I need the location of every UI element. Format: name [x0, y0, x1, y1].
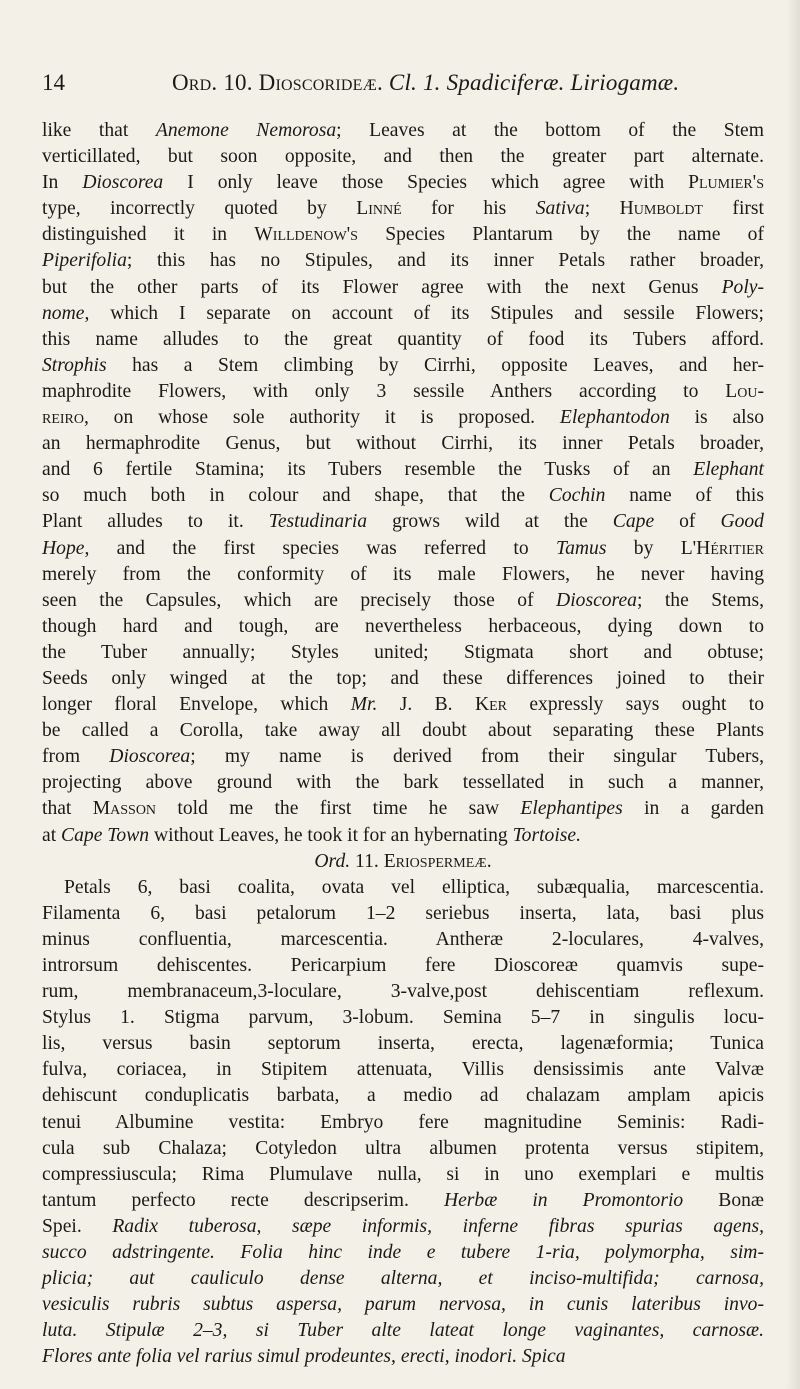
italic-run: Tortoise.: [512, 824, 581, 846]
text-line: [42, 144, 764, 170]
text-run: Filamenta 6, basi petalorum 1–2 seriebus inserta, lata, basi plus: [42, 902, 764, 924]
text-run: dehiscunt conduplicatis barbata, a medio ad chalazam amplam apicis: [42, 1085, 764, 1107]
text-run: for his: [401, 198, 536, 220]
text-line: [42, 1110, 764, 1136]
small-caps-name: Ker: [474, 694, 507, 716]
text-run: this name alludes to the great quantity of food its Tubers afford.: [42, 328, 764, 350]
text-run: be called a Corolla, take away all doubt about separating these Plants: [42, 720, 764, 742]
text-line: [42, 1266, 764, 1292]
text-line: [42, 588, 764, 614]
text-line: [42, 248, 764, 274]
text-run: Spei.: [42, 1215, 113, 1237]
text-run: fulva, coriacea, in Stipitem attenuata, Villis densissimis ante Valvæ: [42, 1059, 764, 1081]
english-paragraph: [42, 118, 764, 849]
text-run: , on whose sole authority it is proposed.: [84, 407, 560, 429]
text-run: told me the first time he saw: [156, 798, 521, 820]
text-line: [42, 1162, 764, 1188]
italic-run: Testudinaria: [268, 511, 368, 533]
italic-run: Elephant: [693, 459, 764, 481]
italic-run: Hope: [42, 537, 85, 559]
text-line: [42, 666, 764, 692]
text-run: an hermaphrodite Genus, but without Cirrhi, its inner Petals broader,: [42, 433, 764, 455]
text-run: Species Plantarum by the name of: [357, 224, 764, 246]
text-line: [42, 692, 764, 718]
text-run: tantum perfecto recte descripserim.: [42, 1189, 444, 1211]
text-run: the Tuber annually; Styles united; Stigmata short and obtuse;: [42, 641, 764, 663]
text-run: , which I separate on account of its Stipules and sessile Flowers;: [84, 302, 764, 324]
text-line: [42, 796, 764, 822]
italic-run: Tamus: [555, 537, 607, 559]
text-line: [42, 327, 764, 353]
text-run: Bonæ: [683, 1189, 764, 1211]
text-run: has a Stem climbing by Cirrhi, opposite Leaves, and her-: [106, 354, 764, 376]
text-run: longer floral Envelope, which: [42, 694, 351, 716]
text-line: [42, 483, 764, 509]
italic-run: Poly-: [721, 276, 764, 298]
text-line: [42, 744, 764, 770]
text-run: so much both in colour and shape, that the: [42, 485, 549, 507]
italic-run: Anemone Nemorosa: [155, 120, 337, 141]
text-line: [42, 301, 764, 327]
italic-run: succo adstringente. Folia hinc inde e tubere 1-ria, polymorpha, sim-: [42, 1242, 764, 1264]
italic-run: Good: [720, 511, 764, 533]
italic-run: Mr.: [350, 694, 378, 716]
text-run: is also: [669, 407, 765, 429]
text-line: [42, 196, 764, 222]
italic-run: Dioscorea: [109, 746, 191, 768]
text-run: lis, versus basin septorum inserta, erecta, lagenæformia; Tunica: [42, 1033, 764, 1055]
body-text: [42, 118, 764, 1371]
italic-run: Sativa: [535, 198, 585, 220]
text-run: grows wild at the: [367, 511, 613, 533]
section-heading-family: Eriospermeæ.: [383, 850, 492, 872]
text-run: Plant alludes to it.: [42, 511, 269, 533]
text-line: [42, 379, 764, 405]
italic-run: Piperifolia: [42, 250, 127, 272]
small-caps-name: Linné: [356, 198, 402, 220]
text-line: [42, 275, 764, 301]
text-run: , and the first species was referred to: [84, 537, 556, 559]
text-run: but the other parts of its Flower agree with the next Genus: [42, 276, 722, 298]
text-run: I only leave those Species which agree with: [163, 172, 689, 194]
italic-run: Flores ante folia vel rarius simul prodeuntes, erecti, inodori. Spica: [42, 1346, 566, 1368]
small-caps-name: Lou-: [725, 380, 764, 402]
latin-description: [42, 875, 764, 1371]
running-header: [42, 70, 760, 106]
text-line: [42, 1214, 764, 1240]
family-name: Dioscorideæ.: [258, 70, 383, 95]
text-line: [42, 222, 764, 248]
page-number: 14: [42, 70, 65, 95]
section-heading: [42, 849, 764, 875]
running-title: [172, 70, 679, 96]
text-run: type, incorrectly quoted by: [42, 198, 357, 220]
text-run: at: [42, 824, 62, 846]
text-run: ; Leaves at the bottom of the Stem: [336, 120, 764, 141]
text-run: that: [42, 798, 93, 820]
text-line: [42, 1240, 764, 1266]
italic-run: Herbæ in Promontorio: [443, 1189, 684, 1211]
text-run: In: [42, 172, 83, 194]
text-run: compressiuscula; Rima Plumulave nulla, si in uno exemplari e multis: [42, 1163, 764, 1185]
italic-run: plicia; aut cauliculo dense alterna, et inciso-multifida; carnosa,: [42, 1268, 764, 1290]
text-line: [42, 770, 764, 796]
order-label: Ord. 10.: [172, 70, 253, 95]
text-run: Stylus 1. Stigma parvum, 3-lobum. Semina 5–7 in singulis locu-: [42, 1007, 764, 1029]
class-label: Cl. 1.: [388, 70, 441, 95]
italic-run: nome: [42, 302, 85, 324]
section-heading-ord: Ord.: [314, 850, 351, 872]
text-line: [42, 1318, 764, 1344]
text-run: ; my name is derived from their singular Tubers,: [190, 746, 764, 768]
text-line: [42, 953, 764, 979]
text-run: distinguished it in: [42, 224, 255, 246]
text-run: seen the Capsules, which are precisely those of: [42, 589, 557, 611]
text-run: by: [606, 537, 681, 559]
text-run: though hard and tough, are nevertheless herbaceous, dying down to: [42, 615, 764, 637]
text-line: [42, 431, 764, 457]
text-run: name of this: [605, 485, 764, 507]
text-run: from: [42, 746, 110, 768]
italic-run: Elephantodon: [559, 407, 670, 429]
text-line: [42, 927, 764, 953]
text-run: projecting above ground with the bark tessellated in such a manner,: [42, 772, 764, 794]
italic-run: vesiculis rubris subtus aspersa, parum nervosa, in cunis lateribus invo-: [42, 1294, 764, 1316]
text-run: Petals 6, basi coalita, ovata vel elliptica, subæqualia, marcescentia.: [64, 876, 764, 898]
text-run: without Leaves, he took it for an hybernating: [149, 824, 513, 846]
section-heading-number: 11.: [350, 850, 384, 872]
small-caps-name: Masson: [92, 798, 157, 820]
small-caps-name: Humboldt: [619, 198, 703, 220]
small-caps-name: Willdenow's: [254, 224, 358, 246]
text-line: [42, 875, 764, 901]
text-run: J. B.: [377, 694, 475, 716]
text-run: merely from the conformity of its male Flowers, he never having: [42, 563, 764, 585]
italic-run: Cape Town: [61, 824, 150, 846]
text-run: of: [654, 511, 721, 533]
text-run: tenui Albumine vestita: Embryo fere magnitudine Seminis: Radi-: [42, 1111, 764, 1133]
text-run: expressly says ought to: [506, 694, 765, 716]
text-run: minus confluentia, marcescentia. Antheræ 2-loculares, 4-valves,: [42, 928, 764, 950]
text-line: [42, 1344, 764, 1370]
italic-run: Cape: [612, 511, 655, 533]
text-line: [42, 1083, 764, 1109]
text-run: rum, membranaceum,3-loculare, 3-valve,post dehiscentiam reflexum.: [42, 981, 764, 1003]
italic-run: Cochin: [548, 485, 606, 507]
text-line: [42, 457, 764, 483]
text-run: like that: [42, 120, 156, 141]
small-caps-name: Plumier's: [688, 172, 764, 194]
italic-run: Elephantipes: [520, 798, 623, 820]
text-line: [42, 614, 764, 640]
text-run: maphrodite Flowers, with only 3 sessile Anthers according to: [42, 380, 726, 402]
text-line: [42, 1292, 764, 1318]
italic-run: Dioscorea: [556, 589, 637, 611]
text-line: [42, 1031, 764, 1057]
text-line: [42, 118, 764, 144]
italic-run: luta. Stipulæ 2–3, si Tuber alte lateat longe vaginantes, carnosæ.: [42, 1320, 764, 1342]
text-run: introrsum dehiscentes. Pericarpium fere Dioscoreæ quamvis supe-: [42, 955, 764, 976]
text-run: first: [702, 198, 764, 220]
text-line: [42, 509, 764, 535]
text-line: [42, 1057, 764, 1083]
text-line: [42, 562, 764, 588]
text-run: Seeds only winged at the top; and these differences joined to their: [42, 667, 764, 689]
italic-run: Dioscorea: [82, 172, 164, 194]
italic-run: Radix tuberosa, sæpe informis, inferne fibras spurias agens,: [112, 1215, 764, 1237]
text-line: [42, 405, 764, 431]
text-line: [42, 640, 764, 666]
small-caps-name: L'Héritier: [680, 537, 764, 559]
text-line: [42, 718, 764, 744]
text-line: [42, 979, 764, 1005]
small-caps-name: reiro: [42, 407, 84, 429]
text-line: [42, 536, 764, 562]
page-edge-shadow: [786, 0, 800, 1389]
text-line: [42, 1005, 764, 1031]
text-run: ; the Stems,: [636, 589, 764, 611]
text-run: cula sub Chalaza; Cotyledon ultra albumen protenta versus stipitem,: [42, 1137, 764, 1159]
italic-run: Strophis: [42, 354, 107, 376]
text-line: [42, 1188, 764, 1214]
text-line: [42, 901, 764, 927]
text-run: ; this has no Stipules, and its inner Petals rather broader,: [126, 250, 764, 272]
class-name: Spadiciferæ. Liriogamæ.: [446, 70, 680, 95]
text-line: [42, 170, 764, 196]
text-line: [42, 353, 764, 379]
text-run: ;: [584, 198, 620, 220]
text-line: [42, 823, 764, 849]
text-line: [42, 1136, 764, 1162]
text-run: and 6 fertile Stamina; its Tubers resemble the Tusks of an: [42, 459, 694, 481]
text-run: in a garden: [622, 798, 764, 820]
text-run: verticillated, but soon opposite, and then the greater part alternate.: [42, 146, 764, 168]
